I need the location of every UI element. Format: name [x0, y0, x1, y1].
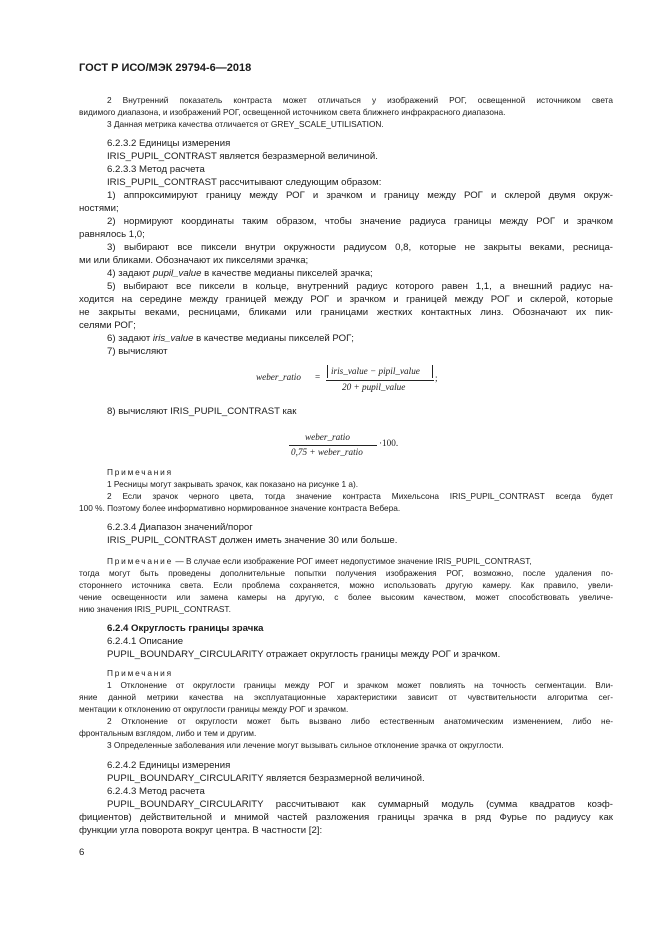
units-text-2: PUPIL_BOUNDARY_CIRCULARITY является безразмерной величиной.: [107, 773, 425, 784]
step-2-line-2: равнялось 1,0;: [79, 229, 145, 240]
note-block-line-4: чение освещенности или замена камеры на другую, с более высоким качеством, может способствовать увеличе-: [79, 592, 613, 602]
m-note-1-line-2: яние данной метрики качества на эксплуатационные характеристики зависит от чувствительности алгоритма сег-: [79, 692, 613, 702]
note-3: 3 Данная метрика качества отличается от GREY_SCALE_UTILISATION.: [107, 119, 384, 129]
heading-6-2-4-3: 6.2.4.3 Метод расчета: [107, 786, 205, 797]
abs-bar-left: [327, 365, 328, 378]
formula-1-equals: =: [315, 372, 321, 382]
heading-6-2-4-2: 6.2.4.2 Единицы измерения: [107, 760, 231, 771]
m-note-2-line-1: 2 Отклонение от округлости может быть вызвано либо естественным анатомическим изменением, либо не-: [107, 716, 613, 726]
calc-intro: IRIS_PUPIL_CONTRAST рассчитывают следующим образом:: [107, 177, 382, 188]
formula-2-numerator: weber_ratio: [305, 432, 350, 442]
note-block-line-5: нию значения IRIS_PUPIL_CONTRAST.: [79, 604, 231, 614]
notes-title: Примечания: [107, 467, 173, 477]
m-note-1-line-1: 1 Отклонение от округлости границы между РОГ и зрачком может повлиять на точность сегментации. Вли-: [107, 680, 613, 690]
units-text: IRIS_PUPIL_CONTRAST является безразмерной величиной.: [107, 151, 378, 162]
note-2-line-2: видимого диапазона, и изображений РОГ, освещенной источником света ближнего инфракрасного диапазона.: [79, 107, 506, 117]
step-5-line-3: не закрыты веками, ресницами, бликами или границами жестких контактных линз. Обозначают их пик-: [79, 307, 613, 318]
m-note-1-line-3: ментации к отклонению от округлости границы между РОГ и зрачком.: [79, 704, 349, 714]
note-block-line-3: стороннего источника света. Если проблема сохраняется, можно использовать другую камеру. Как правило, увели-: [79, 580, 613, 590]
step-6: 6) задают iris_value в качестве медианы пикселей РОГ;: [107, 333, 354, 344]
formula-2-end: ·100.: [379, 438, 399, 448]
abs-bar-right: [432, 365, 433, 378]
m-note-3: 3 Определенные заболевания или лечение могут вызывать сильное отклонение зрачка от округлости.: [107, 740, 504, 750]
step-5-line-4: селями РОГ;: [79, 320, 136, 331]
step-4: 4) задают pupil_value в качестве медианы пикселей зрачка;: [107, 268, 373, 279]
note-1: 1 Ресницы могут закрывать зрачок, как показано на рисунке 1 а).: [107, 479, 359, 489]
range-text: IRIS_PUPIL_CONTRAST должен иметь значение 30 или больше.: [107, 535, 398, 546]
formula-1-lhs: weber_ratio: [256, 372, 301, 382]
heading-6-2-3-4: 6.2.3.4 Диапазон значений/порог: [107, 522, 253, 533]
description-text: PUPIL_BOUNDARY_CIRCULARITY отражает округлость границы между РОГ и зрачком.: [107, 649, 501, 660]
note-2-line-a: 2 Если зрачок черного цвета, тогда значение контраста Михельсона IRIS_PUPIL_CONTRAST всегда будет: [107, 491, 613, 501]
document-header: ГОСТ Р ИСО/МЭК 29794-6—2018: [79, 62, 252, 74]
step-2-line-1: 2) нормируют координаты таким образом, чтобы значение радиуса границы между РОГ и зрачком: [107, 216, 613, 227]
step-1-line-1: 1) аппроксимируют границу между РОГ и зрачком и границу между РОГ и склерой двумя окруж-: [107, 190, 613, 201]
method-line-1: PUPIL_BOUNDARY_CIRCULARITY рассчитывают как суммарный модуль (сумма квадратов коэф-: [107, 799, 613, 810]
note-block-line-2: тогда могут быть проведены дополнительные попытки получения изображения РОГ, возможно, после удаления по-: [79, 568, 613, 578]
heading-6-2-3-2: 6.2.3.2 Единицы измерения: [107, 138, 231, 149]
heading-6-2-4-1: 6.2.4.1 Описание: [107, 636, 184, 647]
formula-1-denominator: 20 + pupil_value: [342, 382, 406, 392]
note-2-line-b: 100 %. Поэтому более информативно нормированное значение контраста Вебера.: [79, 503, 401, 513]
note-block-line-1: Примечание — В случае если изображение РОГ имеет недопустимое значение IRIS_PUPIL_CONTRAST,: [107, 556, 532, 566]
notes-title-2: Примечания: [107, 668, 173, 678]
heading-6-2-4: 6.2.4 Округлость границы зрачка: [107, 623, 264, 634]
step-3-line-1: 3) выбирают все пиксели внутри окружности радиусом 0,8, которые не закрыты веками, ресница-: [107, 242, 613, 253]
step-5-line-2: ходится на середине между границей между РОГ и зрачком и границей между РОГ и склерой, которые: [79, 294, 613, 305]
method-line-2: фициентов) действительной и мнимой частей разложения границы зрачка в ряд Фурье по радиусу как: [79, 812, 613, 823]
method-line-3: функции угла поворота вокруг центра. В частности [2]:: [79, 825, 323, 836]
step-8: 8) вычисляют IRIS_PUPIL_CONTRAST как: [107, 406, 297, 417]
step-7: 7) вычисляют: [107, 346, 168, 357]
page-number: 6: [79, 847, 85, 858]
step-1-line-2: ностями;: [79, 203, 119, 214]
note-2-line-1: 2 Внутренний показатель контраста может отличаться у изображений РОГ, освещенной источником света: [107, 95, 613, 105]
heading-6-2-3-3: 6.2.3.3 Метод расчета: [107, 164, 205, 175]
fraction-line-1: [326, 380, 434, 381]
step-3-line-2: ми или бликами. Обозначают их пикселями зрачка;: [79, 255, 309, 266]
fraction-line-2: [289, 445, 377, 446]
formula-2-denominator: 0,75 + weber_ratio: [291, 447, 363, 457]
step-5-line-1: 5) выбирают все пиксели в кольце, внутренний радиус которого равен 1,1, а внешний радиус на-: [107, 281, 613, 292]
m-note-2-line-2: фронтальным взглядом, либо и тем и другим.: [79, 728, 257, 738]
formula-1-numerator: iris_value − pipil_value: [331, 366, 420, 376]
formula-1-end: ;: [435, 373, 438, 383]
